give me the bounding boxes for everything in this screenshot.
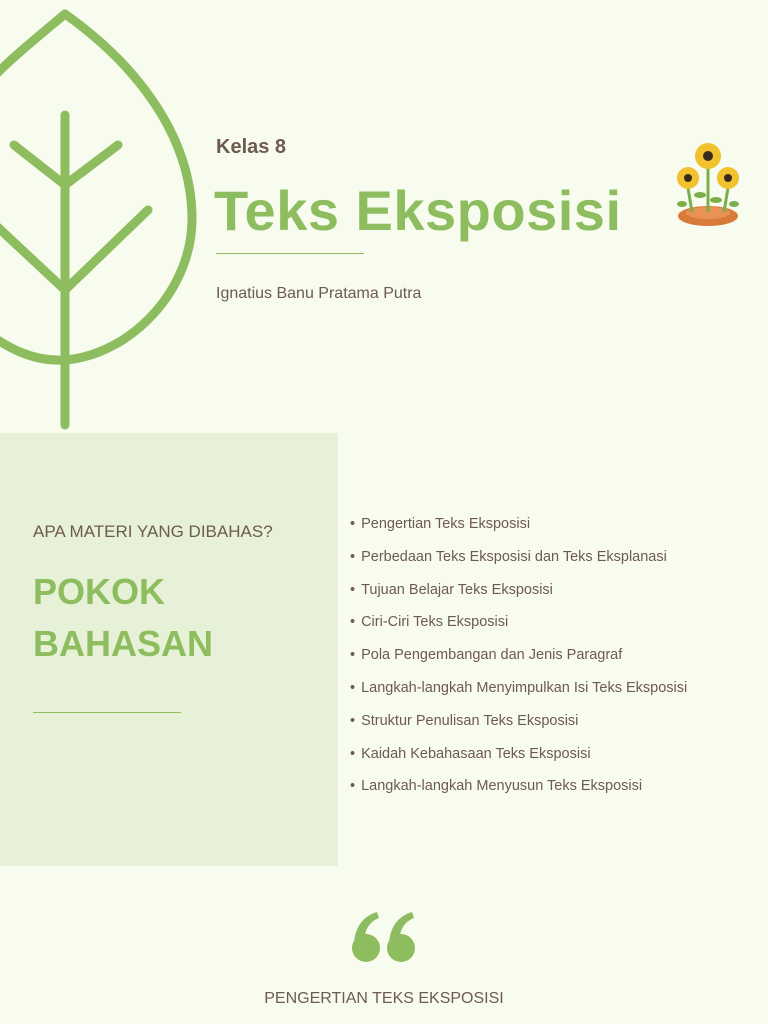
panel-heading-line: BAHASAN [33, 623, 213, 664]
quote-mark-icon [351, 912, 417, 964]
list-item: • Kaidah Kebahasaan Teks Eksposisi [350, 746, 687, 779]
list-item: • Pola Pengembangan dan Jenis Paragraf [350, 647, 687, 680]
list-item: • Ciri-Ciri Teks Eksposisi [350, 614, 687, 647]
panel-heading [33, 566, 213, 670]
topics-list [350, 516, 687, 811]
panel-heading-line: POKOK [33, 571, 166, 612]
list-item: • Tujuan Belajar Teks Eksposisi [350, 582, 687, 615]
list-item: • Perbedaan Teks Eksposisi dan Teks Eksplanasi [350, 549, 687, 582]
panel-question: APA MATERI YANG DIBAHAS? [33, 522, 273, 541]
author-name: Ignatius Banu Pratama Putra [216, 285, 422, 302]
panel-divider [33, 712, 181, 713]
list-item: • Langkah-langkah Menyimpulkan Isi Teks Eksposisi [350, 680, 687, 713]
page-title: Teks Eksposisi [214, 179, 622, 242]
section-title: PENGERTIAN TEKS EKSPOSISI [264, 990, 504, 1007]
sunflowers-icon [672, 140, 742, 232]
leaf-outline-icon [0, 0, 210, 440]
list-item: • Langkah-langkah Menyusun Teks Eksposisi [350, 778, 687, 811]
list-item: • Struktur Penulisan Teks Eksposisi [350, 713, 687, 746]
class-label: Kelas 8 [216, 136, 287, 158]
list-item: • Pengertian Teks Eksposisi [350, 516, 687, 549]
title-divider [216, 253, 364, 254]
